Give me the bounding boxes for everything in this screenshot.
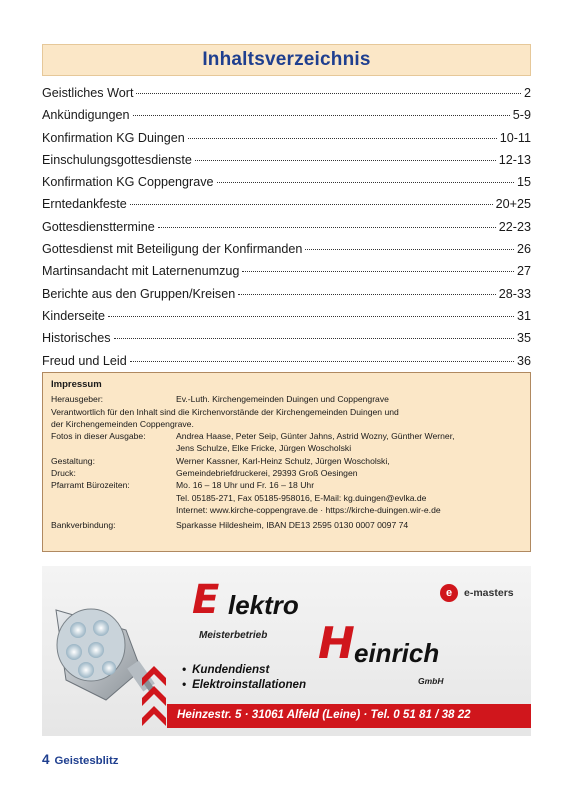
fotos-value-2: Jens Schulze, Elke Fricke, Jürgen Woscholski [176, 443, 352, 454]
toc-list [42, 86, 531, 376]
bank-value: Sparkasse Hildesheim, IBAN DE13 2595 0130 0007 0097 74 [176, 520, 409, 531]
toc-dot-leader [195, 160, 496, 161]
emasters-logo-icon: e [440, 584, 458, 602]
toc-title: Inhaltsverzeichnis [202, 49, 371, 70]
impressum-gestaltung [51, 455, 524, 467]
toc-entry-label: Gottesdienst mit Beteiligung der Konfirmanden [42, 242, 303, 257]
toc-entry-page: 36 [516, 353, 531, 368]
toc-entry [42, 331, 531, 353]
toc-entry-page: 2 [523, 86, 531, 100]
toc-dot-leader [238, 294, 496, 295]
advertisement-elektro-heinrich [42, 566, 531, 736]
toc-entry-page: 10-11 [499, 130, 531, 145]
pfarramt-hours: Mo. 16 – 18 Uhr und Fr. 16 – 18 Uhr [176, 480, 315, 491]
toc-entry-label: Kinderseite [42, 308, 106, 323]
logo-letter-e: E [192, 577, 220, 623]
impressum-fotos-cont [51, 442, 524, 454]
toc-entry [42, 153, 531, 175]
verantwortlich-line-1: Verantwortlich für den Inhalt sind die Kirchenvorstände der Kirchengemeinden Duingen und [51, 406, 399, 417]
impressum-herausgeber [51, 393, 524, 405]
impressum-box [42, 372, 531, 552]
toc-entry [42, 264, 531, 286]
impressum-pfarramt [51, 479, 524, 491]
emasters-label: e-masters [464, 587, 514, 599]
toc-dot-leader [130, 204, 493, 205]
fotos-label: Fotos in dieser Ausgabe: [51, 431, 146, 442]
toc-dot-leader [305, 249, 514, 250]
services-list [182, 662, 306, 692]
toc-dot-leader [136, 93, 521, 94]
impressum-fotos [51, 430, 524, 442]
toc-entry [42, 108, 531, 130]
toc-dot-leader [108, 316, 514, 317]
gmbh-label: GmbH [418, 676, 444, 686]
pfarramt-label: Pfarramt Bürozeiten: [51, 480, 130, 491]
verantwortlich-line-2: der Kirchengemeinden Coppengrave. [51, 418, 194, 429]
toc-dot-leader [188, 138, 497, 139]
fotos-label-spacer [51, 442, 176, 454]
toc-entry [42, 309, 531, 331]
toc-entry-label: Konfirmation KG Duingen [42, 130, 185, 145]
toc-entry-label: Erntedankfeste [42, 197, 127, 212]
page-number: 4 [42, 752, 50, 767]
bank-label: Bankverbindung: [51, 520, 116, 531]
toc-entry-label: Martinsandacht mit Laternenumzug [42, 264, 240, 279]
toc-entry [42, 287, 531, 309]
meisterbetrieb-label: Meisterbetrieb [199, 630, 268, 641]
fotos-value-1: Andrea Haase, Peter Seip, Günter Jahns, Astrid Wozny, Günther Werner, [176, 431, 455, 442]
toc-entry-label: Einschulungsgottesdienste [42, 152, 192, 167]
toc-entry [42, 220, 531, 242]
service-item: • Kundendienst [182, 662, 306, 677]
emasters-badge [440, 584, 514, 602]
pfarramt-contact: Tel. 05185-271, Fax 05185-958016, E-Mail: kg.duingen@evlka.de [176, 492, 427, 503]
pfarramt-web: Internet: www.kirche-coppengrave.de · https://kirche-duingen.wir-e.de [176, 504, 441, 515]
toc-entry-page: 28-33 [498, 286, 531, 301]
toc-entry [42, 175, 531, 197]
toc-title-box [42, 44, 531, 76]
gestaltung-label: Gestaltung: [51, 455, 95, 466]
druck-label: Druck: [51, 468, 76, 479]
toc-entry-page: 26 [516, 242, 531, 257]
toc-entry-label: Ankündigungen [42, 108, 130, 123]
toc-entry [42, 197, 531, 219]
toc-entry-page: 35 [516, 331, 531, 346]
impressum-druck [51, 467, 524, 479]
toc-entry [42, 131, 531, 153]
logo-word-einrich: einrich [354, 638, 440, 668]
toc-entry [42, 242, 531, 264]
toc-entry-label: Geistliches Wort [42, 86, 134, 100]
impressum-pfarramt-web [51, 504, 524, 516]
toc-dot-leader [158, 227, 496, 228]
toc-entry-label: Freud und Leid [42, 353, 127, 368]
logo-word-lektro: lektro [228, 590, 299, 620]
toc-entry-label: Konfirmation KG Coppengrave [42, 175, 214, 190]
toc-entry-page: 27 [516, 264, 531, 279]
toc-entry-page: 22-23 [498, 219, 531, 234]
toc-entry-label: Historisches [42, 331, 111, 346]
gestaltung-value: Werner Kassner, Karl-Heinz Schulz, Jürgen Woscholski, [176, 455, 390, 466]
pfarramt-label-spacer-2 [51, 504, 176, 516]
herausgeber-value: Ev.-Luth. Kirchengemeinden Duingen und Coppengrave [176, 394, 389, 405]
ad-address-text: Heinzestr. 5 · 31061 Alfeld (Leine) · Tel. 0 51 81 / 38 22 [177, 708, 471, 721]
toc-dot-leader [133, 115, 510, 116]
toc-dot-leader [242, 271, 514, 272]
impressum-bank [51, 519, 524, 531]
impressum-title: Impressum [51, 379, 102, 390]
toc-entry-page: 5-9 [512, 108, 531, 123]
toc-entry-page: 15 [516, 175, 531, 190]
red-chevrons-icon [140, 656, 168, 736]
toc-dot-leader [217, 182, 514, 183]
druck-value: Gemeindebriefdruckerei, 29393 Groß Oesingen [176, 468, 358, 479]
toc-entry-label: Gottesdiensttermine [42, 219, 155, 234]
page-footer [42, 752, 118, 767]
toc-dot-leader [114, 338, 514, 339]
toc-entry-page: 20+25 [495, 197, 531, 212]
toc-dot-leader [130, 361, 514, 362]
toc-entry-page: 12-13 [498, 152, 531, 167]
service-item: • Elektroinstallationen [182, 677, 306, 692]
toc-entry-page: 31 [516, 308, 531, 323]
impressum-pfarramt-contact [51, 492, 524, 504]
toc-entry-label: Berichte aus den Gruppen/Kreisen [42, 286, 236, 301]
logo-letter-h: H [318, 618, 355, 669]
publication-name: Geistesblitz [54, 755, 119, 767]
toc-entry [42, 86, 531, 108]
pfarramt-label-spacer [51, 492, 176, 504]
herausgeber-label: Herausgeber: [51, 394, 104, 405]
